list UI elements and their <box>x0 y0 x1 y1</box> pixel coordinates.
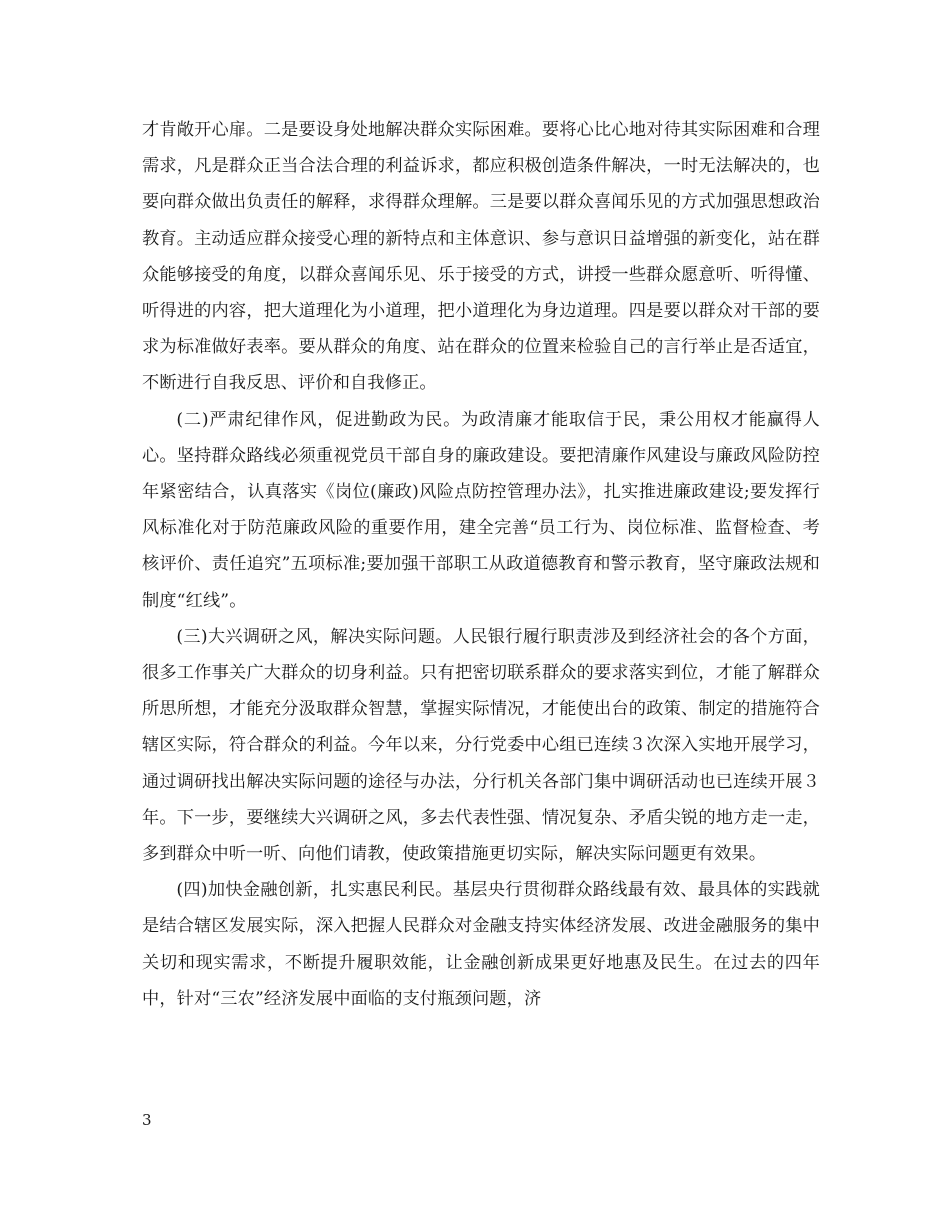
paragraph-3: (三)大兴调研之风，解决实际问题。人民银行履行职责涉及到经济社会的各个方面，很多工作事关广大群众的切身利益。只有把密切联系群众的要求落实到位，才能了解群众所思所想，才能充分汲取群众智慧，掌握实际情况，才能使出台的政策、制定的措施符合辖区实际，符合群众的利益。今年以来，分行党委中心组已连续３次深入实地开展学习，通过调研找出解决实际问题的途径与办法，分行机关各部门集中调研活动也已连续开展３年。下一步，要继续大兴调研之风，多去代表性强、情况复杂、矛盾尖锐的地方走一走，多到群众中听一听、向他们请教，使政策措施更切实际，解决实际问题更有效果。 <box>142 626 820 865</box>
page-number: 3 <box>142 1111 152 1129</box>
paragraph-1: 才肯敞开心扉。二是要设身处地解决群众实际困难。要将心比心地对待其实际困难和合理需求，凡是群众正当合法合理的利益诉求，都应积极创造条件解决，一时无法解决的，也要向群众做出负责任的解释，求得群众理解。三是要以群众喜闻乐见的方式加强思想政治教育。主动适应群众接受心理的新特点和主体意识、参与意识日益增强的新变化，站在群众能够接受的角度，以群众喜闻乐见、乐于接受的方式，讲授一些群众愿意听、听得懂、听得进的内容，把大道理化为小道理，把小道理化为身边道理。四是要以群众对干部的要求为标准做好表率。要从群众的角度、站在群众的位置来检验自己的言行举止是否适宜，不断进行自我反思、评价和自我修正。 <box>142 120 820 394</box>
paragraph-2: (二)严肃纪律作风，促进勤政为民。为政清廉才能取信于民，秉公用权才能赢得人心。坚持群众路线必须重视党员干部自身的廉政建设。要把清廉作风建设与廉政风险防控年紧密结合，认真落实《岗位(廉政)风险点防控管理办法》，扎实推进廉政建设;要发挥行风标准化对于防范廉政风险的重要作用，建全完善“员工行为、岗位标准、监督检查、考核评价、责任追究”五项标准;要加强干部职工从政道德教育和警示教育，坚守廉政法规和制度“红线”。 <box>142 409 820 611</box>
document-body <box>142 112 820 1017</box>
paragraph-4: (四)加快金融创新，扎实惠民利民。基层央行贯彻群众路线最有效、最具体的实践就是结合辖区发展实际，深入把握人民群众对金融支持实体经济发展、改进金融服务的集中关切和现实需求，不断提升履职效能，让金融创新成果更好地惠及民生。在过去的四年中，针对“三农”经济发展中面临的支付瓶颈问题，济 <box>142 880 820 1009</box>
